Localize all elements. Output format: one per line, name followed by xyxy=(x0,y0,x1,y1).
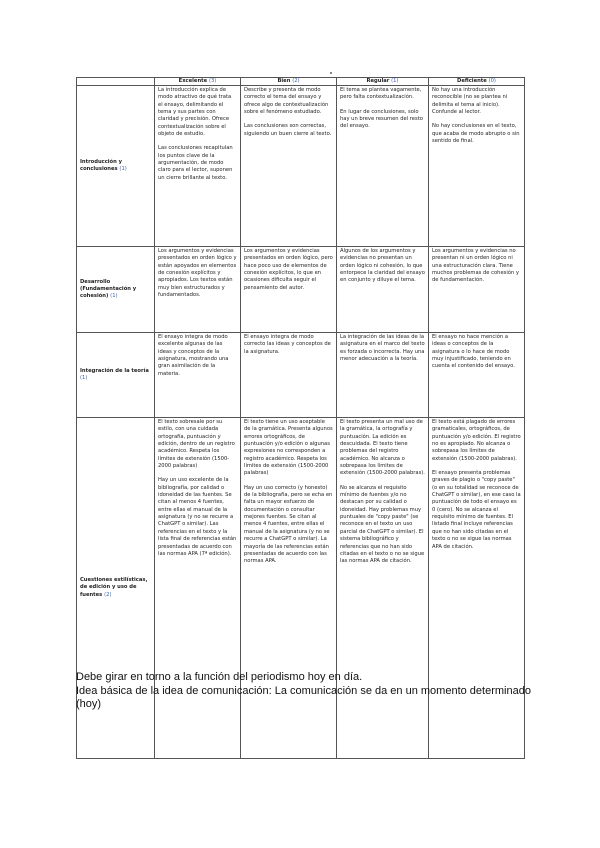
cell-excelente: El ensayo integra de modo excelente algunas de las ideas y conceptos de la asignatura, mostrando una gran asimilación de la materia. xyxy=(155,333,241,418)
criterion-cell: Integración de la teoría (1) xyxy=(77,333,155,418)
cell-excelente: La introducción explica de modo atractivo de qué trata el ensayo, delimitando el tema y sus partes con claridad y precisión. Ofrece contextualización sobre el objeto de estudio. Las conclusiones recapitulan los puntos clave de la argumentación, de modo claro para el lector, suponen un cierre brillante al texto. xyxy=(155,86,241,247)
cell-excelente: Los argumentos y evidencias presentados en orden lógico y están apoyados en elementos de conexión explícitos y apropiados. Los textos están muy bien estructurados y fundamentados. xyxy=(155,247,241,333)
note-line: Idea básica de la idea de comunicación: La comunicación se da en un momento determinado (hoy) xyxy=(76,684,531,710)
cell-deficiente: No hay una introducción reconocible (no se plantea ni delimita el tema al inicio). Confunde al lector. No hay conclusiones en el texto, que acaba de modo abrupto o sin sentido de final. xyxy=(429,86,525,247)
cell-bien: El texto tiene un uso aceptable de la gramática. Presenta algunos errores ortográficos, de puntuación y/o edición o algunas expresiones no corresponden a registro académico. Respeta los límites de extensión (1500-2000 palabras) Hay un uso correcto (y honesto) de la bibliografía, pero se echa en falta un mayor esfuerzo de documentación o consultar mejores fuentes. Se citan al menos 4 fuentes, entre ellas el manual de la asignatura (y no se recurre a ChatGPT o similar). La mayoría de las referencias están presentadas de acuerdo con las normas APA. xyxy=(241,418,337,759)
cell-deficiente: El texto está plagado de errores gramaticales, ortográficos, de puntuación y/o edición. El registro no es apropiado. No alcanza o sobrepasa los límites de extensión (1500-2000 palabras). El ensayo presenta problemas graves de plagio o "copy paste" (o en su totalidad se reconoce de ChatGPT o similar), en ese caso la puntuación de todo el ensayo es 0 (cero). No se alcanza el requisito mínimo de fuentes. El listado final incluye referencias que no han sido citadas en el texto o no se sigue las normas APA de citación. xyxy=(429,418,525,759)
cell-bien: Describe y presenta de modo correcto el tema del ensayo y ofrece algo de contextualización sobre el fenómeno estudiado. Las conclusiones son correctas, siguiendo un buen cierre al texto. xyxy=(241,86,337,247)
cell-regular: El texto presenta un mal uso de la gramática, la ortografía y puntuación. La edición es descuidada. El texto tiene problemas del registro académico. No alcanza o sobrepasa los límites de extensión (1500-2000 palabras). No se alcanza el requisito mínimo de fuentes y/o no destacan por su calidad o idoneidad. Hay problemas muy puntuales de "copy paste" (se reconoce en el texto un uso parcial de ChatGPT o similar). El sistema bibliográfico y referencias que no han sido citadas en el texto o no se sigue las normas APA de citación. xyxy=(337,418,429,759)
table-row xyxy=(77,86,525,247)
rubric-table xyxy=(76,77,525,759)
cell-bien: El ensayo integra de modo correcto las ideas y conceptos de la asignatura. xyxy=(241,333,337,418)
header-deficiente: Deficiente (0) xyxy=(429,78,525,86)
note-line: Debe girar en torno a la función del periodismo hoy en día. xyxy=(76,671,363,683)
cell-deficiente: El ensayo no hace mención a ideas o conceptos de la asignatura o lo hace de modo muy injustificado, teniendo en cuenta el contenido del ensayo. xyxy=(429,333,525,418)
cell-regular: La integración de las ideas de la asignatura en el marco del texto es forzada o incorrecta. Hay una menor adecuación a la teoría. xyxy=(337,333,429,418)
cell-regular: El tema se plantea vagamente, pero falta contextualización. En lugar de conclusiones, solo hay un breve resumen del resto del ensayo. xyxy=(337,86,429,247)
cell-regular: Algunos de los argumentos y evidencias no presentan un orden lógico ni cohesión, lo que entorpece la claridad del ensayo en conjunto y diluye el tema. xyxy=(337,247,429,333)
table-row xyxy=(77,333,525,418)
criterion-cell: Cuestiones estilísticas, de edición y uso de fuentes (2) xyxy=(77,418,155,759)
table-row xyxy=(77,247,525,333)
header-empty xyxy=(77,78,155,86)
cell-excelente: El texto sobresale por su estilo, con una cuidada ortografía, puntuación y edición, dentro de un registro académico. Respeta los límites de extensión (1500-2000 palabras) Hay un uso excelente de la bibliografía, por calidad o idoneidad de las fuentes. Se citan al menos 4 fuentes, entre ellas el manual de la asignatura (y no se recurre a ChatGPT o similar). Las referencias en el texto y la lista final de referencias están presentadas de acuerdo con las normas APA (7ª edición). xyxy=(155,418,241,759)
header-excelente: Excelente (3) xyxy=(155,78,241,86)
header-bien: Bien (2) xyxy=(241,78,337,86)
criterion-cell: Desarrollo (Fundamentación y cohesión) (1) xyxy=(77,247,155,333)
header-regular: Regular (1) xyxy=(337,78,429,86)
cell-deficiente: Los argumentos y evidencias no presentan ni un orden lógico ni una estructuración clara. Tiene muchos problemas de cohesión y de fundamentación. xyxy=(429,247,525,333)
header-row xyxy=(77,78,525,86)
criterion-cell: Introducción y conclusiones (1) xyxy=(77,86,155,247)
cell-bien: Los argumentos y evidencias presentados en orden lógico, pero hace poco uso de elementos de conexión explícitos, lo que en ocasiones dificulta seguir el pensamiento del autor. xyxy=(241,247,337,333)
notes-section xyxy=(76,671,546,712)
scan-speck xyxy=(330,72,332,74)
